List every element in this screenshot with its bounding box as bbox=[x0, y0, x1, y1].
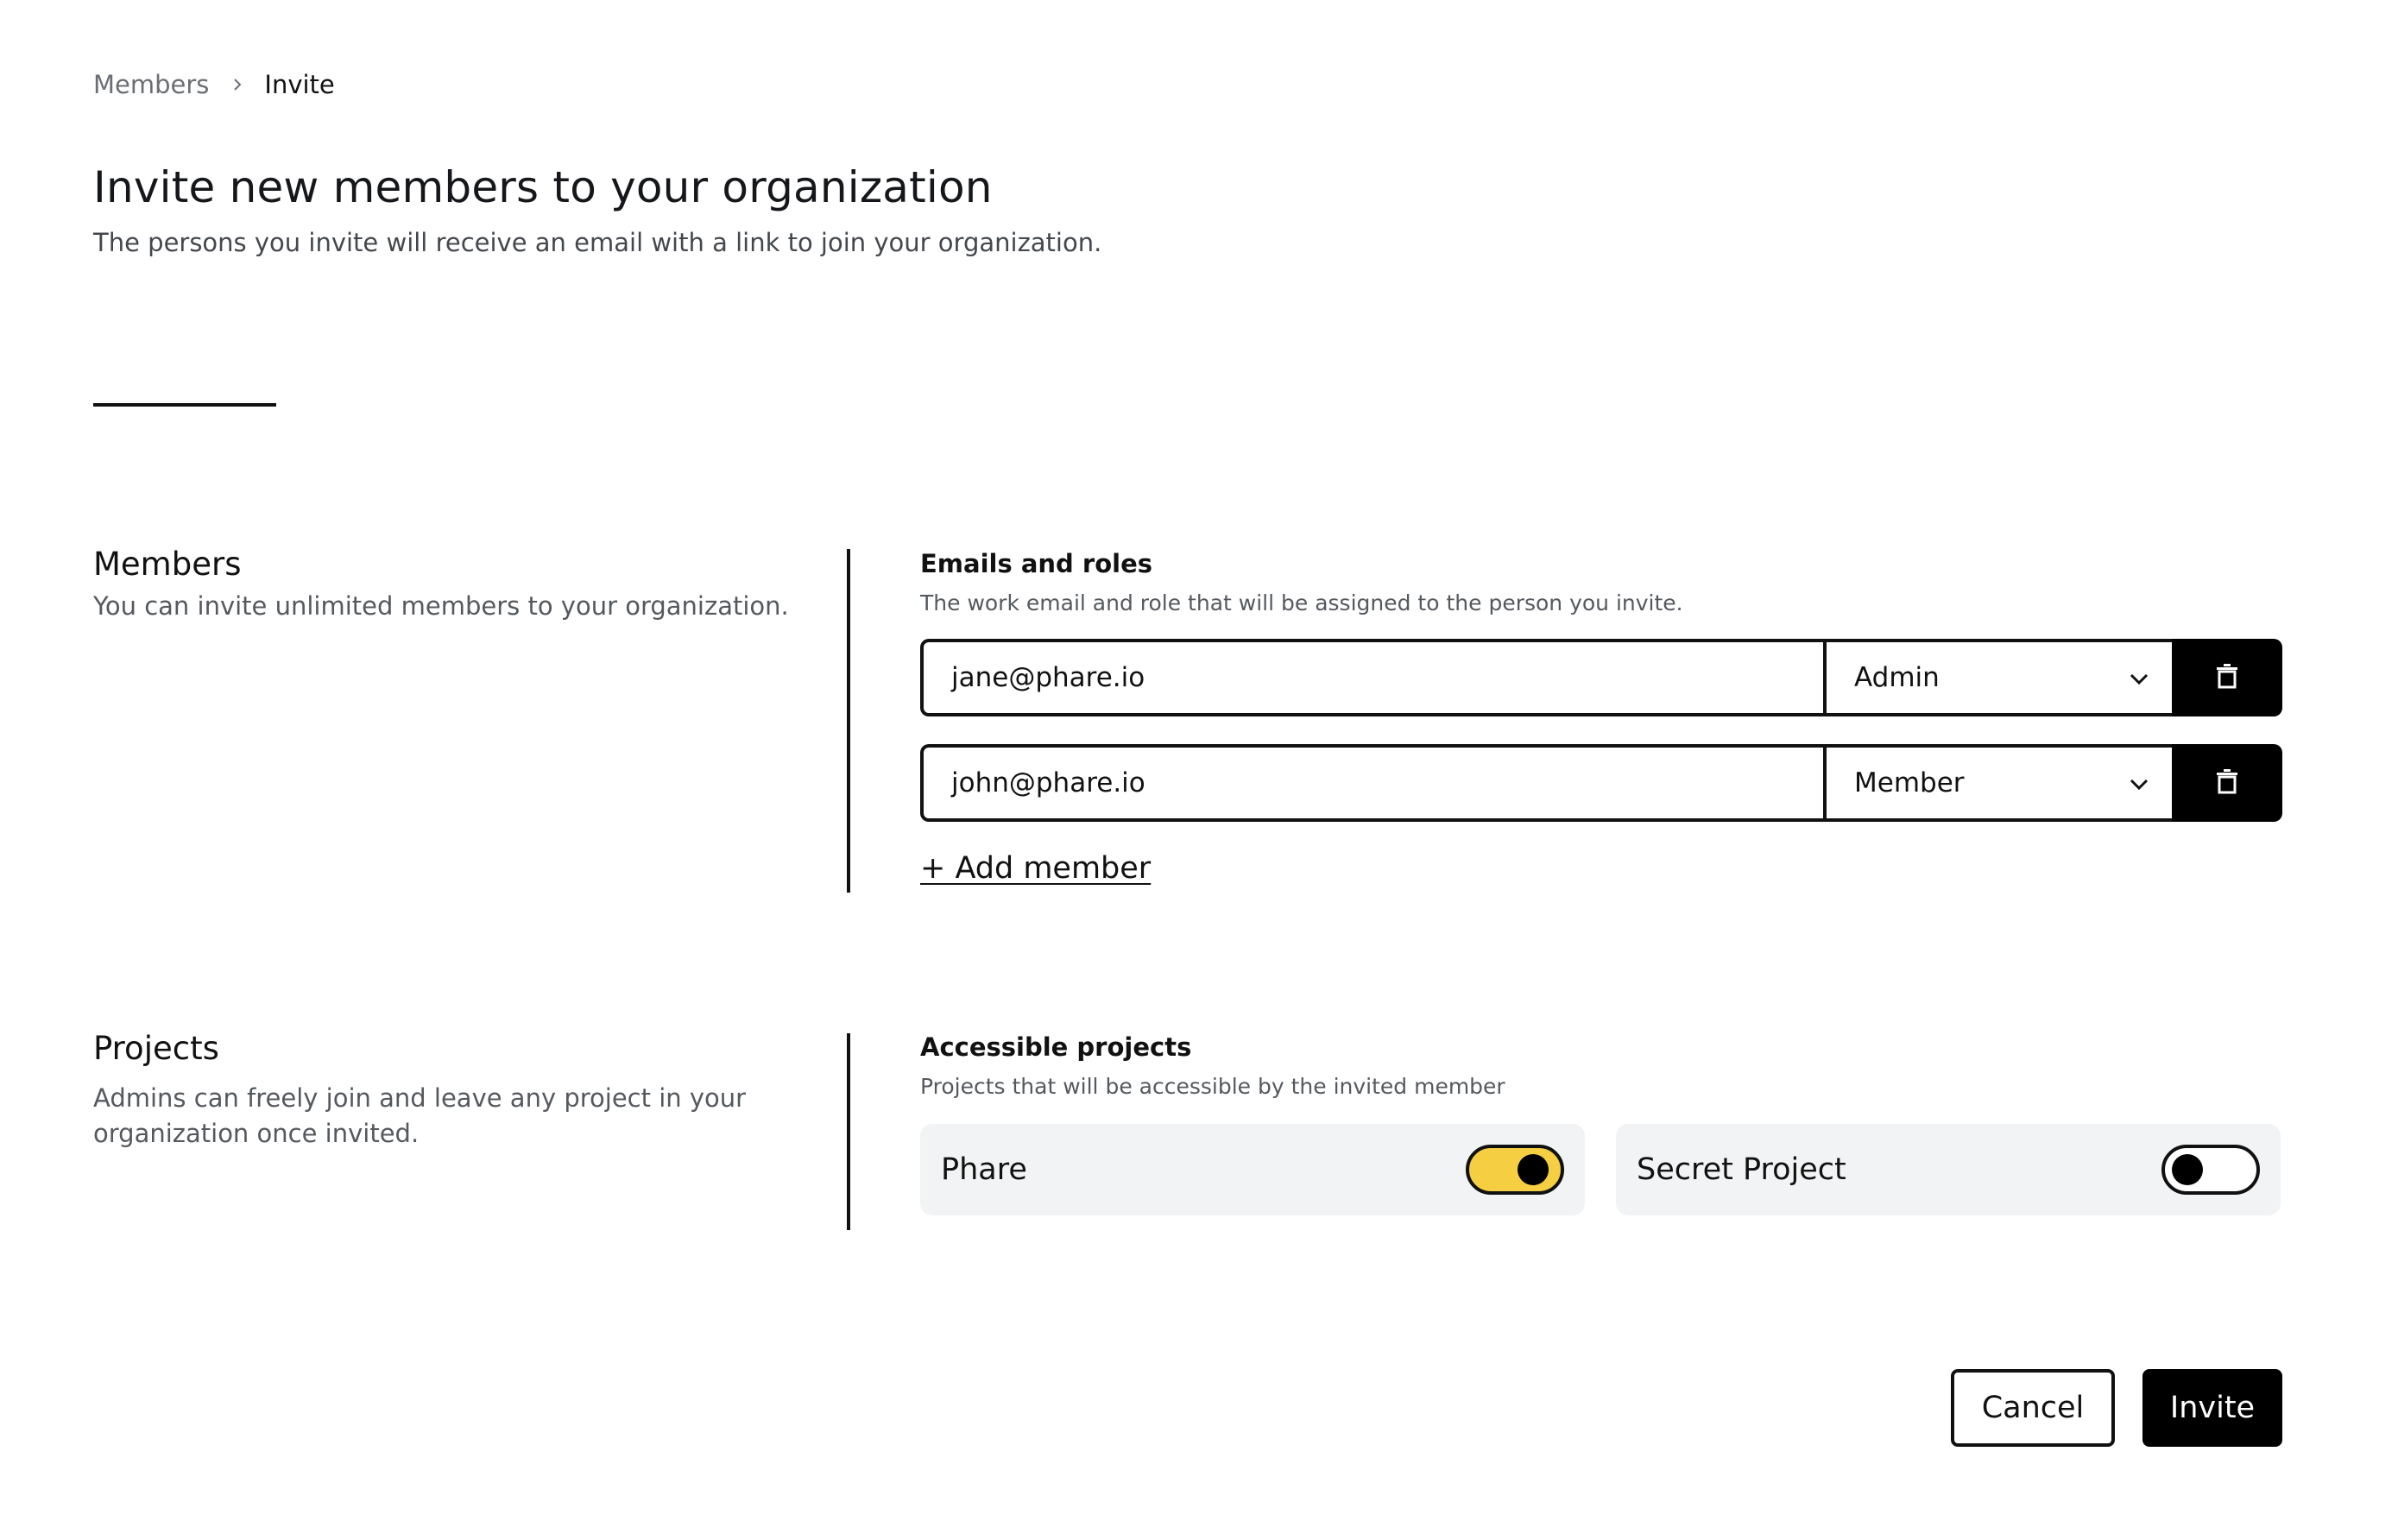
projects-section-description: Admins can freely join and leave any project in your organization once invited. bbox=[93, 1083, 747, 1148]
toggle-knob bbox=[2172, 1154, 2203, 1185]
project-name: Phare bbox=[941, 1152, 1027, 1187]
role-select-value: Admin bbox=[1854, 662, 1940, 693]
role-select-value: Member bbox=[1854, 767, 1965, 798]
project-name: Secret Project bbox=[1637, 1152, 1846, 1187]
email-input[interactable]: jane@phare.io bbox=[920, 639, 1825, 716]
chevron-down-icon bbox=[2129, 767, 2149, 798]
role-select[interactable] bbox=[1825, 744, 2172, 822]
project-card bbox=[920, 1124, 1585, 1215]
page-title: Invite new members to your organization bbox=[93, 162, 993, 212]
breadcrumb bbox=[93, 66, 335, 104]
members-section-title: Members bbox=[93, 546, 242, 583]
invite-button[interactable]: Invite bbox=[2142, 1369, 2282, 1447]
toggle-knob bbox=[1518, 1154, 1549, 1185]
accessible-projects-label: Accessible projects bbox=[920, 1032, 1192, 1062]
delete-row-button[interactable] bbox=[2172, 744, 2282, 822]
member-row bbox=[920, 744, 2282, 822]
email-input[interactable]: john@phare.io bbox=[920, 744, 1825, 822]
member-row bbox=[920, 639, 2282, 716]
project-card bbox=[1616, 1124, 2281, 1215]
project-toggle-on[interactable] bbox=[1466, 1145, 1564, 1195]
breadcrumb-current: Invite bbox=[264, 70, 335, 99]
members-section-description: You can invite unlimited members to your organization. bbox=[93, 591, 789, 621]
trash-icon bbox=[2215, 663, 2239, 692]
emails-roles-label: Emails and roles bbox=[920, 549, 1153, 578]
cancel-button[interactable]: Cancel bbox=[1951, 1369, 2115, 1447]
chevron-right-icon bbox=[231, 79, 243, 91]
members-section-divider bbox=[847, 549, 850, 893]
add-member-link[interactable]: + Add member bbox=[920, 851, 1152, 886]
project-toggle-off[interactable] bbox=[2161, 1145, 2260, 1195]
projects-section-title: Projects bbox=[93, 1030, 219, 1067]
projects-section-divider bbox=[847, 1033, 850, 1230]
emails-roles-help: The work email and role that will be assigned to the person you invite. bbox=[920, 590, 1683, 615]
page-subtitle: The persons you invite will receive an email with a link to join your organization. bbox=[93, 228, 1102, 257]
accessible-projects-help: Projects that will be accessible by the invited member bbox=[920, 1074, 1505, 1099]
role-select[interactable] bbox=[1825, 639, 2172, 716]
trash-icon bbox=[2215, 768, 2239, 798]
breadcrumb-members-link[interactable]: Members bbox=[93, 70, 210, 99]
chevron-down-icon bbox=[2129, 662, 2149, 693]
delete-row-button[interactable] bbox=[2172, 639, 2282, 716]
tab-underline bbox=[93, 403, 276, 407]
